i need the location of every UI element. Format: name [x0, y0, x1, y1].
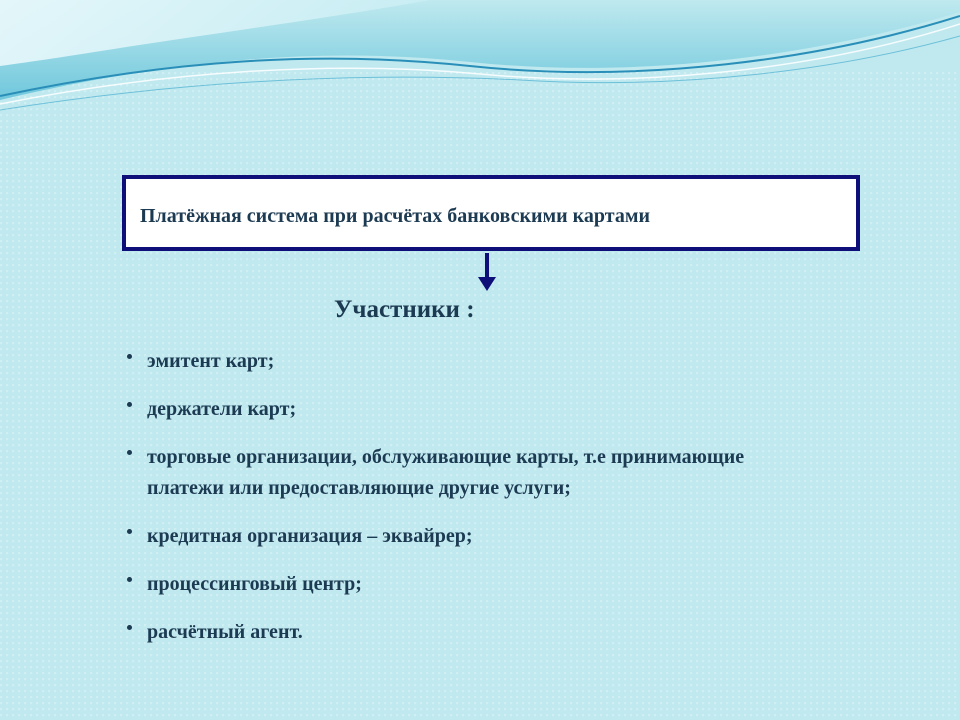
slide-title: Платёжная система при расчётах банковскими картами	[140, 205, 650, 227]
list-item	[125, 442, 825, 504]
list-item	[125, 346, 825, 377]
down-arrow-icon	[476, 253, 498, 293]
list-item-text: кредитная организация – эквайрер;	[147, 525, 473, 547]
list-item	[125, 394, 825, 425]
list-item	[125, 569, 825, 600]
list-item-text: расчётный агент.	[147, 621, 303, 643]
bullet-icon	[127, 625, 132, 630]
bullet-icon	[127, 354, 132, 359]
list-item-text: эмитент карт;	[147, 350, 275, 372]
list-item-text: процессинговый центр;	[147, 573, 362, 595]
list-item-text: держатели карт;	[147, 398, 297, 420]
title-box	[122, 175, 860, 251]
bullet-icon	[127, 402, 132, 407]
list-item	[125, 521, 825, 552]
participants-heading: Участники :	[334, 296, 475, 323]
decorative-wave-header	[0, 0, 960, 120]
list-item-text: торговые организации, обслуживающие карты, т.е принимающие платежи или предоставляющие другие услуги;	[147, 446, 745, 499]
bullet-icon	[127, 450, 132, 455]
bullet-icon	[127, 529, 132, 534]
list-item	[125, 617, 825, 648]
bullet-icon	[127, 577, 132, 582]
participants-list	[125, 346, 825, 665]
